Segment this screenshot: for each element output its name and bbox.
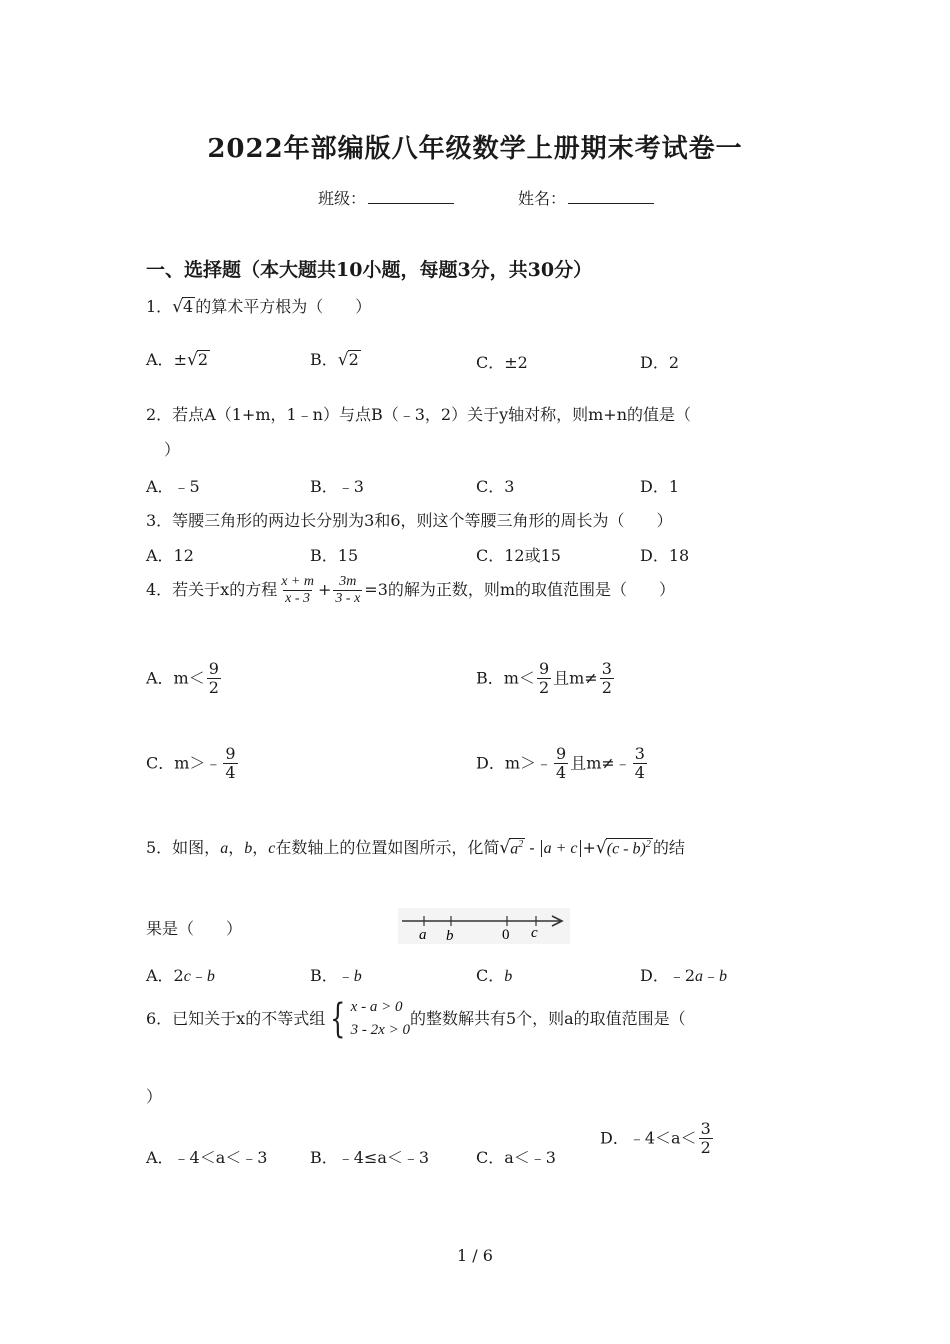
q1-option-b[interactable]: B．√2 bbox=[310, 350, 359, 370]
q1-option-d[interactable]: D．2 bbox=[640, 353, 680, 372]
label-c: c bbox=[531, 925, 538, 941]
question-4: 4．若关于x的方程 $\frac{x + m}{x - 3}$ + $\frac{3m}{3 - x}$ =3的解为正数，则m的取值范围是（ ） bbox=[146, 574, 676, 607]
label-zero: 0 bbox=[502, 927, 510, 943]
q4-fraction-1: $\frac{x + m}{x - 3}$ bbox=[281, 574, 314, 607]
inequality-system: x - a > 0 3 - 2x > 0 bbox=[350, 999, 410, 1039]
q5-option-d[interactable]: D．﹣2a﹣b bbox=[640, 966, 728, 985]
q3-option-d[interactable]: D．18 bbox=[640, 546, 690, 565]
question-1: 1．√4 的算术平方根为（ ） bbox=[146, 297, 372, 317]
q3-option-a[interactable]: A．12 bbox=[146, 546, 194, 565]
q4-fraction-2: $\frac{3m}{3 - x}$ bbox=[335, 574, 361, 607]
question-5-cont: 果是（ ） bbox=[146, 919, 243, 938]
q3-option-c[interactable]: C．12或15 bbox=[476, 546, 561, 565]
name-label: 姓名： bbox=[518, 189, 567, 208]
q4-option-b[interactable]: B．m＜ $\frac{9}{2}$ 且m≠ $\frac{3}{2}$ bbox=[476, 659, 612, 698]
page-number: 1 / 6 bbox=[457, 1246, 493, 1265]
page-title: 2022年部编版八年级数学上册期末考试卷一 bbox=[207, 134, 743, 164]
q1-radicand: 4 bbox=[183, 297, 194, 316]
q4-option-d[interactable]: D．m＞﹣ $\frac{9}{4}$ 且m≠﹣ $\frac{3}{4}$ bbox=[476, 744, 645, 783]
system-brace: { bbox=[330, 996, 346, 1043]
section-heading: 一、选择题（本大题共10小题，每题3分，共30分） bbox=[146, 259, 593, 281]
class-field bbox=[318, 186, 454, 209]
q2-option-d[interactable]: D．1 bbox=[640, 477, 680, 496]
q3-option-b[interactable]: B．15 bbox=[310, 546, 359, 565]
question-6: 6．已知关于x的不等式组 { x - a > 0 3 - 2x > 0 的整数解共有5个，则a的取值范围是（ bbox=[146, 996, 686, 1043]
q2-option-c[interactable]: C．3 bbox=[476, 477, 515, 496]
q6-option-a[interactable]: A．﹣4＜a＜﹣3 bbox=[146, 1148, 268, 1167]
class-label: 班级： bbox=[318, 189, 367, 208]
name-blank[interactable] bbox=[568, 189, 654, 204]
label-b: b bbox=[446, 928, 454, 944]
q5-option-a[interactable]: A．2c﹣b bbox=[146, 966, 215, 985]
class-blank[interactable] bbox=[368, 189, 454, 204]
q6-option-b[interactable]: B．﹣4≤a＜﹣3 bbox=[310, 1148, 430, 1167]
name-field bbox=[518, 186, 654, 209]
question-3: 3．等腰三角形的两边长分别为3和6，则这个等腰三角形的周长为（ ） bbox=[146, 511, 673, 530]
q1-number: 1． bbox=[146, 297, 173, 316]
q1-text: 的算术平方根为（ ） bbox=[195, 297, 372, 316]
q1-option-c[interactable]: C．±2 bbox=[476, 353, 528, 372]
q1-option-a[interactable]: A．±√2 bbox=[146, 350, 208, 370]
question-2-cont: ） bbox=[164, 440, 181, 459]
question-6-cont: ） bbox=[146, 1087, 163, 1106]
label-a: a bbox=[419, 927, 427, 943]
q6-option-c[interactable]: C．a＜﹣3 bbox=[476, 1148, 556, 1167]
q2-option-a[interactable]: A．﹣5 bbox=[146, 477, 200, 496]
q6-option-d[interactable]: D．﹣4＜a＜ $\frac{3}{2}$ bbox=[600, 1119, 711, 1158]
question-5: 5．如图，a，b，c在数轴上的位置如图所示，化简$√a^2 - a + c +√(c - b)^2$ 的结 bbox=[146, 838, 685, 858]
q2-option-b[interactable]: B．﹣3 bbox=[310, 477, 364, 496]
q5-option-c[interactable]: C．b bbox=[476, 966, 513, 985]
q5-option-b[interactable]: B．﹣b bbox=[310, 966, 362, 985]
q4-option-a[interactable]: A．m＜ $\frac{9}{2}$ bbox=[146, 659, 219, 698]
number-line-figure bbox=[398, 908, 570, 944]
question-2: 2．若点A（1+m，1﹣n）与点B（﹣3，2）关于y轴对称，则m+n的值是（ bbox=[146, 405, 692, 424]
q4-option-c[interactable]: C．m＞﹣ $\frac{9}{4}$ bbox=[146, 744, 236, 783]
